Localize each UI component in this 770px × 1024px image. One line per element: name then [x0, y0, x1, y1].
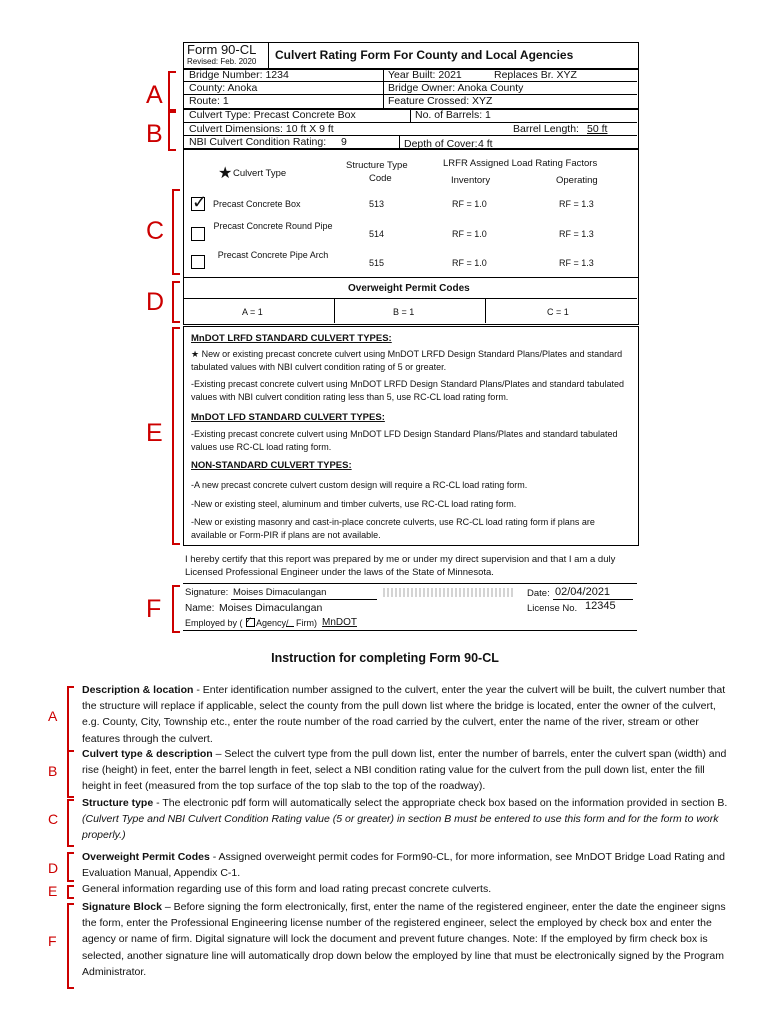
- instr-bracket-e: [67, 885, 74, 899]
- signature-field[interactable]: Moises Dimaculangan: [233, 587, 327, 598]
- permit-code-c: C = 1: [547, 307, 569, 317]
- operating-rf: RF = 1.3: [559, 229, 594, 239]
- instr-f-heading: Signature Block: [82, 901, 162, 913]
- bracket-e: [172, 327, 180, 545]
- lrfd-para-2: -Existing precast concrete culvert using MnDOT LRFD Design Standard Plans/Plates and standard tabulated values with NBI culvert condition rating less than 5, use RC-CL load rating form.: [191, 379, 625, 402]
- culvert-type-header: Culvert Type: [233, 168, 287, 179]
- marker-b: B: [146, 120, 163, 148]
- nonstandard-para-1: -A new precast concrete culvert custom design will require a RC-CL load rating form.: [191, 480, 528, 490]
- instr-marker-e: E: [48, 883, 58, 899]
- instr-bracket-c: [67, 799, 74, 847]
- instr-c-text: - The electronic pdf form will automatically select the appropriate check box based on the information provided in section B.: [153, 797, 728, 809]
- instr-marker-b: B: [48, 763, 58, 779]
- nonstandard-heading: NON-STANDARD CULVERT TYPES:: [191, 460, 352, 471]
- operating-rf: RF = 1.3: [559, 258, 594, 268]
- instr-b-heading: Culvert type & description: [82, 748, 213, 760]
- barrel-length-field[interactable]: 50 ft: [587, 123, 608, 135]
- marker-c: C: [146, 217, 165, 245]
- instr-marker-c: C: [48, 811, 59, 827]
- instr-bracket-f: [67, 903, 74, 989]
- signature-label: Signature:: [185, 587, 229, 598]
- culvert-type-field[interactable]: Culvert Type: Precast Concrete Box: [189, 109, 356, 121]
- lrfr-header: LRFR Assigned Load Rating Factors: [443, 158, 598, 169]
- form-revised: Revised: Feb. 2020: [187, 57, 257, 66]
- permit-code-b: B = 1: [393, 307, 415, 317]
- lfd-para: -Existing precast concrete culvert using MnDOT LFD Design Standard Plans/Plates and standard tabulated values use RC-CL load rating form.: [191, 429, 618, 452]
- instr-f-text: – Before signing the form electronically, first, enter the name of the registered engineer, enter the date the engineer signs the form, enter the Professional Engineering license number of the registered engineer, select the employed by check box and enter the agency or name of firm. Digital signature will lock the document and prevent future changes. Note: If the employed by firm check box is selected, another signature line will automatically drop down below the employed by line that must be electronically signed by the Program Administrator.: [82, 901, 726, 978]
- depth-of-cover-label: Depth of Cover:: [404, 138, 478, 150]
- county-field[interactable]: County: Anoka: [189, 82, 258, 94]
- operating-rf: RF = 1.3: [559, 199, 594, 209]
- instruction-b: [82, 746, 732, 795]
- instr-a-text: - Enter identification number assigned to the culvert, enter the year the culvert will be built, the culvert number that the structure will replace if applicable, select the county from the pull down list where the bridge is located, enter the owner of the culvert, e.g. County, City, Township etc., enter the route number of the road carried by the culvert, enter the name of the river, stream or other features through the culvert.: [82, 684, 726, 745]
- barrel-length-label: Barrel Length:: [513, 123, 579, 135]
- instructions-title: Instruction for completing Form 90-CL: [271, 651, 499, 665]
- culvert-type-name: Precast Concrete Box: [213, 199, 301, 209]
- marker-f: F: [146, 595, 162, 623]
- structure-code: 514: [369, 229, 385, 239]
- instruction-c: [82, 795, 732, 844]
- name-label: Name:: [185, 603, 215, 614]
- instr-c-heading: Structure type: [82, 797, 154, 809]
- lfd-heading: MnDOT LFD STANDARD CULVERT TYPES:: [191, 412, 385, 423]
- instr-bracket-b: [67, 750, 74, 798]
- code-header: Code: [369, 173, 392, 184]
- inventory-rf: RF = 1.0: [452, 258, 487, 268]
- instr-marker-d: D: [48, 860, 59, 876]
- form-90-cl: [183, 42, 637, 630]
- checkbox-precast-round-pipe[interactable]: [191, 227, 205, 241]
- nbi-rating-label: NBI Culvert Condition Rating:: [189, 136, 327, 148]
- instruction-e: General information regarding use of this form and load rating precast concrete culverts.: [82, 883, 492, 895]
- permit-code-a: A = 1: [242, 307, 263, 317]
- instr-marker-a: A: [48, 708, 58, 724]
- date-field[interactable]: 02/04/2021: [555, 586, 611, 598]
- lrfd-heading: MnDOT LRFD STANDARD CULVERT TYPES:: [191, 333, 392, 344]
- overweight-title: Overweight Permit Codes: [348, 283, 470, 294]
- instr-d-text: - Assigned overweight permit codes for Form90-CL, for more information, see MnDOT Bridge Load Rating and Evaluation Manual, Appendix C-1.: [82, 851, 725, 880]
- instr-marker-f: F: [48, 933, 57, 949]
- instruction-f: [82, 899, 732, 980]
- name-field[interactable]: Moises Dimaculangan: [219, 602, 323, 614]
- inventory-rf: RF = 1.0: [452, 199, 487, 209]
- bridge-number-field[interactable]: Bridge Number: 1234: [189, 69, 289, 81]
- instr-bracket-d: [67, 852, 74, 882]
- culvert-type-name: Precast Concrete Round Pipe: [213, 221, 333, 231]
- checkbox-precast-pipe-arch[interactable]: [191, 255, 205, 269]
- bracket-a: [168, 71, 176, 111]
- bridge-owner-field[interactable]: Bridge Owner: Anoka County: [388, 82, 524, 94]
- inventory-header: Inventory: [451, 175, 491, 186]
- feature-crossed-field[interactable]: Feature Crossed: XYZ: [388, 95, 493, 107]
- num-barrels-field[interactable]: No. of Barrels: 1: [415, 109, 491, 121]
- year-built-field[interactable]: Year Built: 2021: [388, 69, 462, 81]
- bracket-d: [172, 281, 180, 323]
- license-field[interactable]: 12345: [585, 600, 616, 612]
- firm-label: Firm): [296, 618, 317, 628]
- structure-code: 515: [369, 258, 385, 268]
- date-label: Date:: [527, 588, 550, 599]
- nonstandard-para-3: -New or existing masonry and cast-in-place concrete culverts, use RC-CL load rating form if plans are available or Form-PIR if plans are not available.: [191, 517, 595, 540]
- nbi-rating-field[interactable]: 9: [341, 136, 347, 148]
- certification-text: I hereby certify that this report was prepared by me or under my direct supervision and that I am a duly Licensed Professional Engineer under the laws of the State of Minnesota.: [185, 554, 616, 578]
- culvert-type-name: Precast Concrete Pipe Arch: [217, 250, 329, 260]
- route-field[interactable]: Route: 1: [189, 95, 229, 107]
- marker-e: E: [146, 419, 163, 447]
- instruction-a: [82, 682, 732, 747]
- instr-b-text: – Select the culvert type from the pull down list, enter the number of barrels, enter the culvert span (width) and rise (height) in feet, enter the barrel length in feet, select a NBI condition rating value for the culvert from the pull down list, enter the fill height in feet (measured from the top surface of the top slab to the top of the roadway).: [82, 748, 727, 793]
- instr-a-heading: Description & location: [82, 684, 194, 696]
- employer-field[interactable]: MnDOT: [322, 617, 357, 628]
- inventory-rf: RF = 1.0: [452, 229, 487, 239]
- form-title: Culvert Rating Form For County and Local Agencies: [275, 48, 574, 62]
- checkmark-icon: ✓: [192, 192, 208, 212]
- structure-type-header: Structure Type: [346, 160, 408, 171]
- culvert-dimensions-field[interactable]: Culvert Dimensions: 10 ft X 9 ft: [189, 123, 334, 135]
- replaces-field[interactable]: Replaces Br. XYZ: [494, 69, 577, 81]
- digital-signature-stamp: [383, 588, 513, 597]
- bracket-c: [172, 189, 180, 275]
- nonstandard-para-2: -New or existing steel, aluminum and timber culverts, use RC-CL load rating form.: [191, 499, 517, 509]
- depth-of-cover-field[interactable]: 4 ft: [478, 138, 493, 150]
- bracket-b: [168, 111, 176, 151]
- form-number: Form 90-CL: [187, 42, 257, 57]
- lrfd-para-1: ★ New or existing precast concrete culvert using MnDOT LRFD Design Standard Plans/Plates and standard tabulated values with NBI culvert condition rating of 5 or greater.: [191, 349, 623, 372]
- instr-c-italic: (Culvert Type and NBI Culvert Condition Rating value (5 or greater) in section B must be entered to use this form and for the form to work properly.): [82, 813, 719, 842]
- instruction-d: [82, 849, 732, 881]
- structure-code: 513: [369, 199, 385, 209]
- operating-header: Operating: [556, 175, 598, 186]
- marker-d: D: [146, 288, 165, 316]
- instr-d-heading: Overweight Permit Codes: [82, 851, 210, 863]
- agency-label: Agency/: [256, 618, 289, 628]
- checkmark-icon: ✓: [245, 615, 253, 625]
- marker-a: A: [146, 81, 163, 109]
- star-icon: ★: [218, 165, 233, 182]
- bracket-f: [172, 585, 180, 633]
- license-label: License No.: [527, 603, 578, 614]
- instr-bracket-a: [67, 686, 74, 752]
- employed-label: Employed by (: [185, 618, 243, 628]
